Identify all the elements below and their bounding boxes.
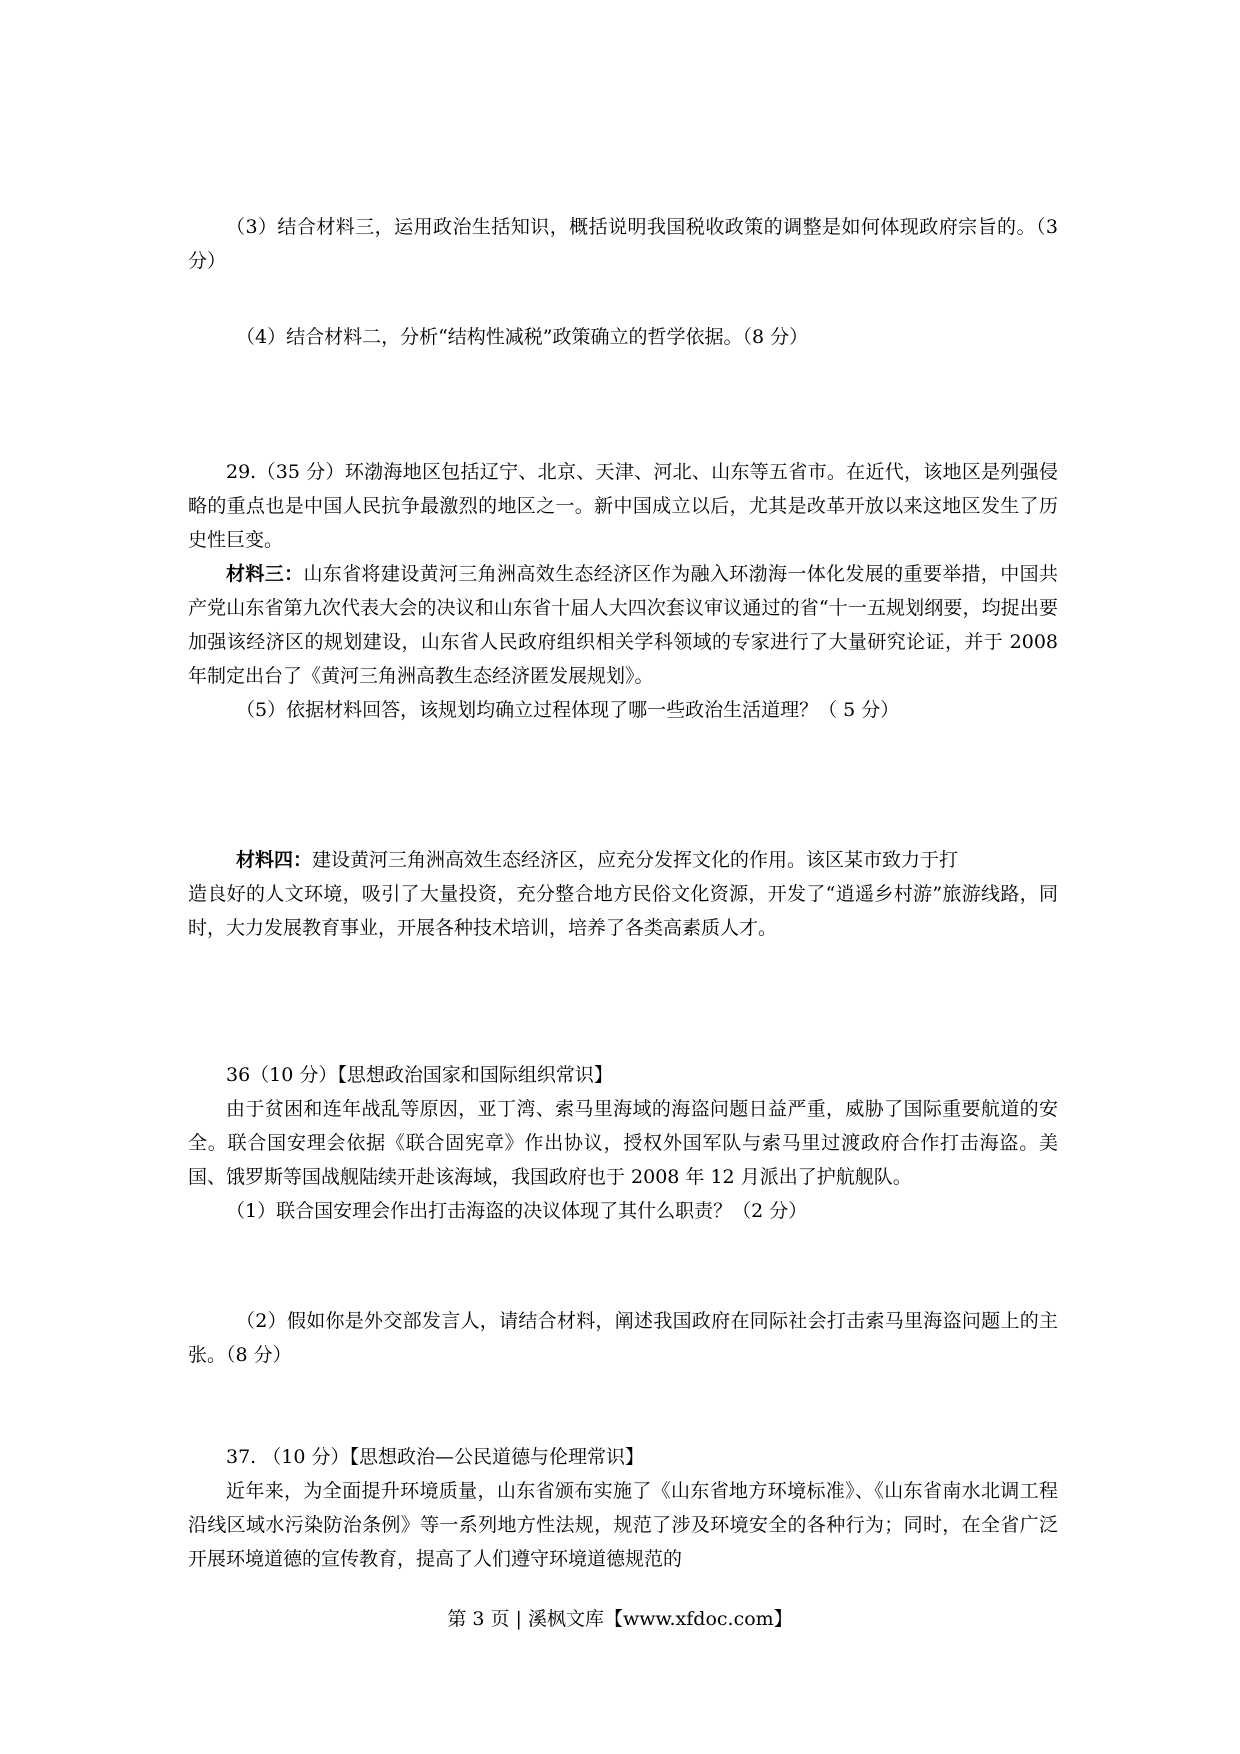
question-5-text: （5）依据材料回答，该规划均确立过程体现了哪一些政治生活道理？（ 5 分） bbox=[236, 699, 900, 721]
question-3 bbox=[188, 210, 1058, 278]
material-4 bbox=[188, 843, 1058, 945]
question-29-intro: 29.（35 分）环渤海地区包括辽宁、北京、天津、河北、山东等五省市。在近代，该地区是列强侵略的重点也是中国人民抗争最激烈的地区之一。新中国成立以后，尤其是改革开放以来这地区发生了历史性巨变。 bbox=[188, 461, 1058, 551]
question-37 bbox=[188, 1440, 1058, 1576]
question-4 bbox=[188, 320, 1058, 354]
question-36 bbox=[188, 1058, 1058, 1228]
question-36-body: 由于贫困和连年战乱等原因，亚丁湾、索马里海域的海盗问题日益严重，威胁了国际重要航道的安全。联合国安理会依据《联合固宪章》作出协议，授权外国军队与索马里过渡政府合作打击海盗。美国、饿罗斯等国战舰陆续开赴该海域，我国政府也于 2008 年 12 月派出了护航舰队。 bbox=[188, 1098, 1058, 1188]
question-37-title: 37. （10 分）【思想政治—公民道德与伦理常识】 bbox=[226, 1446, 644, 1468]
question-36-2 bbox=[188, 1304, 1058, 1372]
question-29 bbox=[188, 455, 1058, 727]
material-4-line1: 建设黄河三角洲高效生态经济区，应充分发挥文化的作用。该区某市致力于打 bbox=[312, 849, 959, 871]
material-3-text: 山东省将建设黄河三角洲高效生态经济区作为融入环渤海一体化发展的重要举措，中国共产党山东省第九次代表大会的决议和山东省十届人大四次套议审议通过的省“十一五规划纲要，均捉出要加强该经济区的规划建设，山东省人民政府组织相关学科领域的专家进行了大量研究论证，并于 2008 年制定出台了《黄河三角洲高教生态经济匿发展规划》。 bbox=[188, 563, 1058, 687]
material-4-rest: 造良好的人文环境，吸引了大量投资，充分整合地方民俗文化资源，开发了“逍遥乡村游”旅游线路，同时，大力发展教育事业，开展各种技术培训，培养了各类高素质人才。 bbox=[188, 883, 1058, 939]
question-3-text: （3）结合材料三，运用政治生括知识，概括说明我国税收政策的调整是如何体现政府宗旨的。（3 分） bbox=[188, 216, 1058, 272]
material-3-label: 材料三： bbox=[226, 563, 304, 585]
page-footer: 第 3 页 | 溪枫文库【www.xfdoc.com】 bbox=[447, 1608, 793, 1630]
question-37-body: 近年来，为全面提升环境质量，山东省颁布实施了《山东省地方环境标准》、《山东省南水北调工程沿线区域水污染防治条例》等一系列地方性法规，规范了涉及环境安全的各种行为；同时，在全省广泛开展环境道德的宣传教育，提高了人们遵守环境道德规范的 bbox=[188, 1480, 1058, 1570]
question-36-title: 36（10 分）【思想政治国家和国际组织常识】 bbox=[226, 1064, 613, 1086]
material-4-first-line bbox=[188, 843, 1058, 877]
question-4-text: （4）结合材料二，分析“结构性减税”政策确立的哲学依据。（8 分） bbox=[236, 326, 809, 348]
material-3 bbox=[188, 557, 1058, 693]
material-4-label: 材料四： bbox=[236, 849, 313, 871]
question-36-2-text: （2）假如你是外交部发言人，请结合材料，阐述我国政府在同际社会打击索马里海盗问题上的主张。（8 分） bbox=[188, 1310, 1058, 1366]
question-36-1: （1）联合国安理会作出打击海盗的决议体现了其什么职责？（2 分） bbox=[226, 1200, 808, 1222]
